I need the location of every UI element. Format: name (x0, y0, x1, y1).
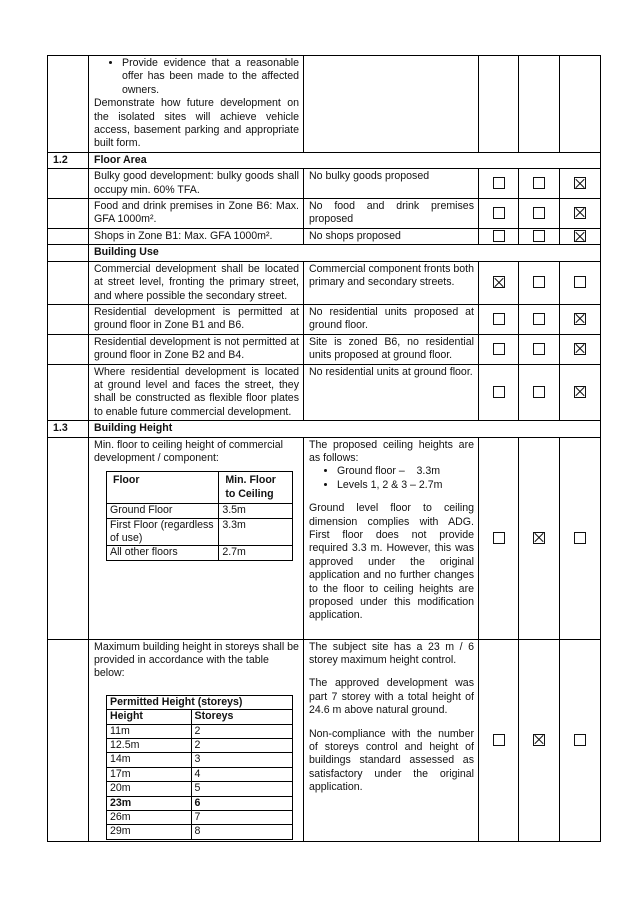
checkbox[interactable] (533, 313, 545, 325)
checkbox-checked[interactable] (493, 276, 505, 288)
checkbox[interactable] (533, 177, 545, 189)
checkbox[interactable] (493, 532, 505, 544)
checkbox-checked[interactable] (574, 343, 586, 355)
checkbox[interactable] (493, 386, 505, 398)
storeys-table: Permitted Height (storeys) Height Storeys 11m 2 12.5m 2 14m 3 17m 4 20m 5 23m 6 26m 7 29m 8 (106, 695, 293, 840)
section-number: 1.2 (48, 152, 89, 168)
table-row: Where residential development is located at ground level and faces the street, they shall be constructed as flexible floor plates to enable future commercial development. No residential units at ground floor. (48, 364, 601, 421)
control-cell: Min. floor to ceiling height of commercial development / component: Floor Min. Floor to Ceiling Ground Floor 3.5m First Floor (regardless of use) 3.3m All other floors 2.7m (89, 437, 304, 639)
section-title: Floor Area (89, 152, 601, 168)
table-row: Bulky good development: bulky goods shall occupy min. 60% TFA. No bulky goods proposed (48, 169, 601, 199)
checkbox[interactable] (533, 276, 545, 288)
checkbox-checked[interactable] (533, 734, 545, 746)
checkbox-checked[interactable] (574, 386, 586, 398)
checkbox[interactable] (574, 532, 586, 544)
subsection-title: Building Use (89, 245, 601, 261)
checkbox[interactable] (574, 734, 586, 746)
proposal-cell: The proposed ceiling heights are as follows: • Ground floor – 3.3m • Levels 1, 2 & 3 – 2.7m Ground level floor to ceiling dimension complies with ADG. First floor does not provide required 3.3 m. However, this was approved under the original application and no further changes to the floor to ceiling heights are proposed under this modification application. (304, 437, 479, 639)
checkbox[interactable] (533, 343, 545, 355)
checkbox-checked[interactable] (533, 532, 545, 544)
checkbox[interactable] (493, 734, 505, 746)
subsection-header (48, 245, 601, 261)
section-title: Building Height (89, 421, 601, 437)
table-row: Food and drink premises in Zone B6: Max. GFA 1000m². No food and drink premises proposed (48, 199, 601, 229)
checkbox[interactable] (493, 230, 505, 242)
checkbox[interactable] (493, 207, 505, 219)
section-number: 1.3 (48, 421, 89, 437)
checkbox[interactable] (493, 177, 505, 189)
control-cell: Maximum building height in storeys shall be provided in accordance with the table below: Permitted Height (storeys) Height Storeys 11m 2 12.5m 2 14m 3 17m 4 20m 5 23m 6 26m 7 29m 8 (89, 639, 304, 841)
table-row (48, 437, 601, 639)
control-cell: • Provide evidence that a reasonable offer has been made to the affected owners. Demonstrate how future development on the isolated sites will achieve vehicle access, basement parking and appropriate built form. (89, 56, 304, 153)
bullet-list: • Provide evidence that a reasonable offer has been made to the affected owners. (94, 57, 299, 97)
checkbox[interactable] (493, 343, 505, 355)
compliance-table (47, 55, 601, 842)
checkbox[interactable] (533, 207, 545, 219)
checkbox-checked[interactable] (574, 230, 586, 242)
checkbox-checked[interactable] (574, 207, 586, 219)
ceiling-table: Floor Min. Floor to Ceiling Ground Floor 3.5m First Floor (regardless of use) 3.3m All other floors 2.7m (106, 471, 293, 560)
table-row: Residential development is not permitted at ground floor in Zone B2 and B4. Site is zoned B6, no residential units proposed at ground floor. (48, 334, 601, 364)
checkbox-checked[interactable] (574, 313, 586, 325)
section-header (48, 421, 601, 437)
table-row (48, 639, 601, 841)
checkbox[interactable] (574, 276, 586, 288)
table-row: Residential development is permitted at ground floor in Zone B1 and B6. No residential units proposed at ground floor. (48, 304, 601, 334)
table-row: Shops in Zone B1: Max. GFA 1000m². No shops proposed (48, 228, 601, 244)
section-header (48, 152, 601, 168)
proposal-cell: The subject site has a 23 m / 6 storey maximum height control. The approved development was part 7 storey with a total height of 24.6 m above natural ground. Non-compliance with the number of storeys control and height of buildings standard assessed as satisfactory under the original application. (304, 639, 479, 841)
checkbox[interactable] (533, 230, 545, 242)
checkbox[interactable] (493, 313, 505, 325)
checkbox-checked[interactable] (574, 177, 586, 189)
table-row (48, 56, 601, 153)
table-row: Commercial development shall be located at street level, fronting the primary street, and where possible the secondary street. Commercial component fronts both primary and secondary streets. (48, 261, 601, 304)
checkbox[interactable] (533, 386, 545, 398)
